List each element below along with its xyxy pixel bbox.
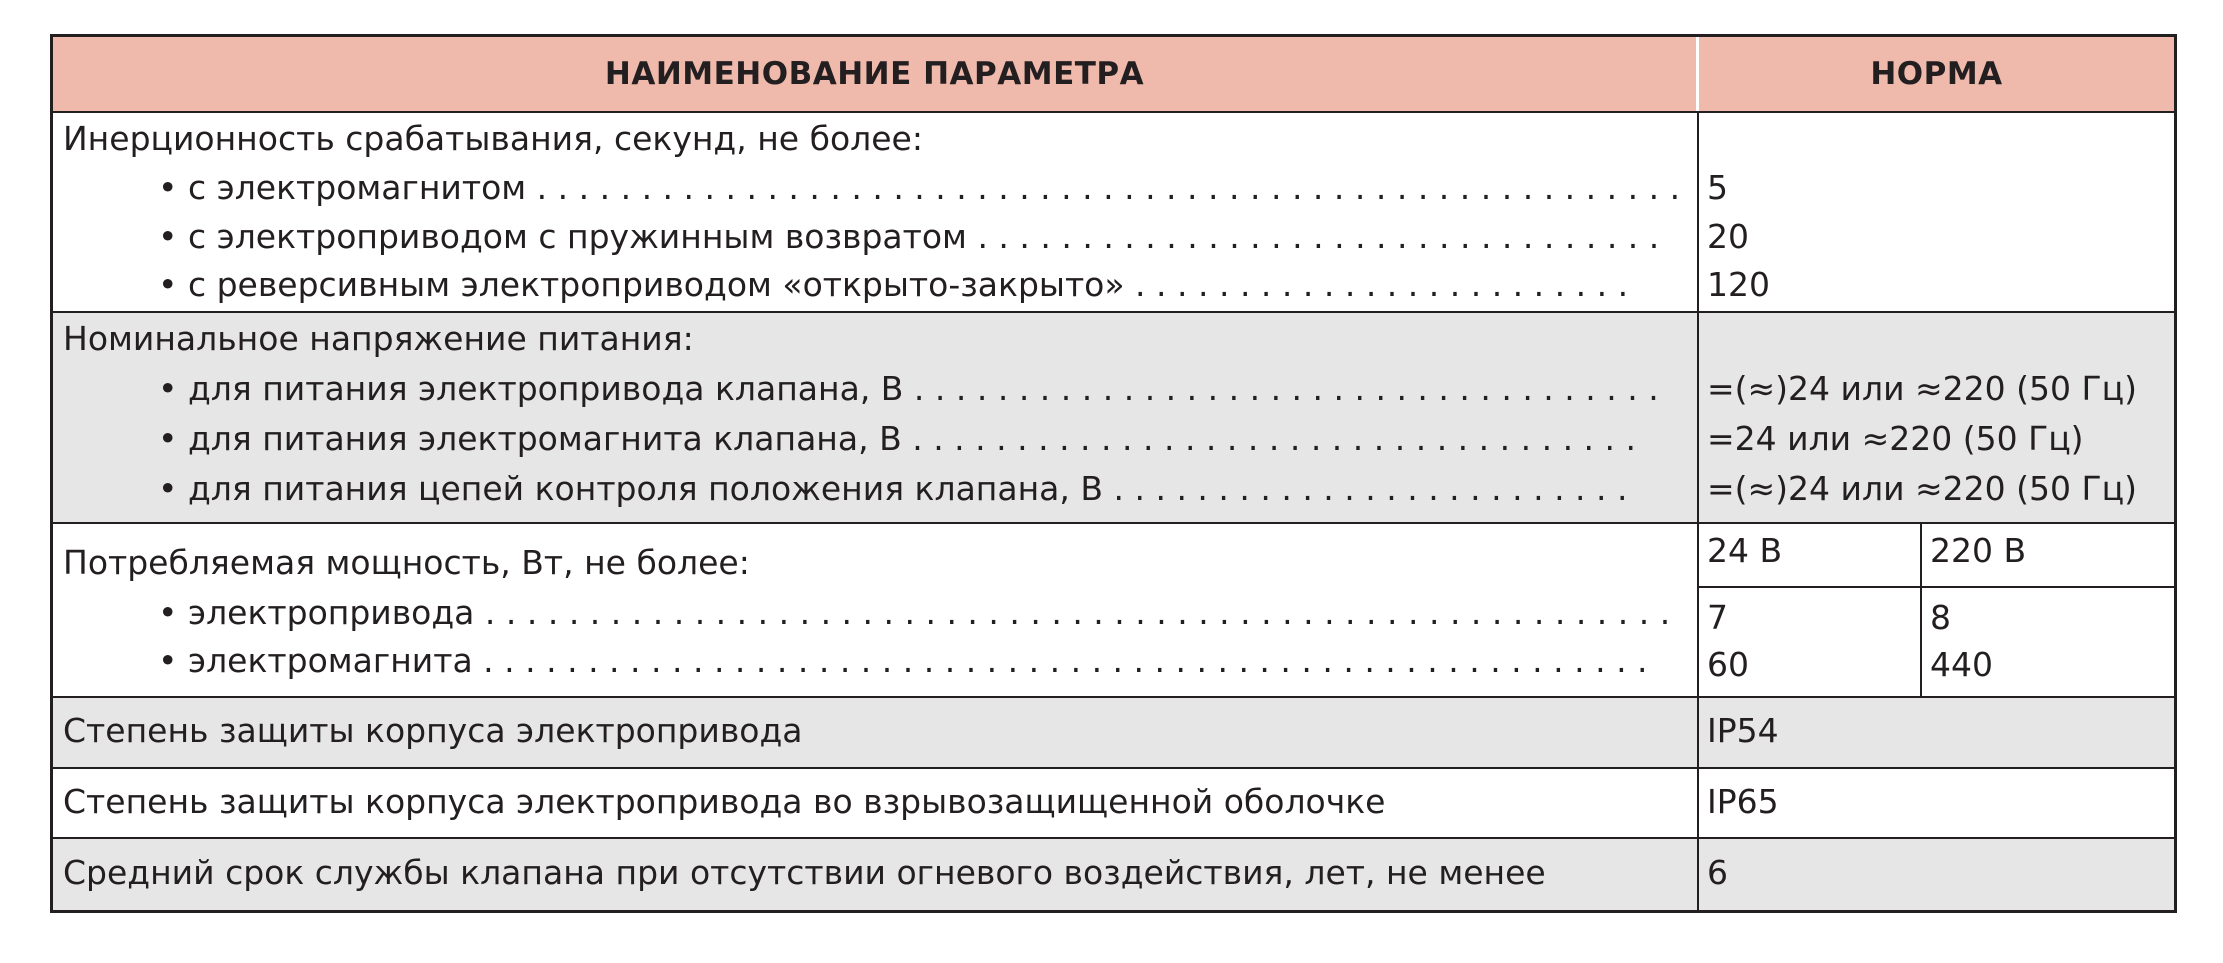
row-item-value: =(≈)24 или ≈220 (50 Гц) [1707, 369, 2137, 408]
row-item-label: • с электромагнитом . . . [158, 168, 1680, 208]
row-voltage [53, 313, 2174, 522]
row-value: IP65 [1707, 782, 1779, 821]
column-divider [1920, 524, 1922, 696]
power-value-24v: 60 [1707, 645, 1749, 684]
row-item-value: =(≈)24 или ≈220 (50 Гц) [1707, 469, 2137, 508]
row-title: Потребляемая мощность, Вт, не более: [63, 543, 750, 582]
row-item-label: • для питания цепей контроля положения клапана, В . . . [158, 469, 1640, 509]
row-protection-explosion [53, 769, 2174, 837]
row-value: IP54 [1707, 711, 1779, 750]
row-item-label: • электромагнита . . . [158, 641, 1660, 681]
row-item-label: • электропривода . . . [158, 593, 1680, 633]
row-item-value: 20 [1707, 217, 1749, 256]
row-item-value: =24 или ≈220 (50 Гц) [1707, 419, 2084, 458]
row-inertia [53, 113, 2174, 311]
power-col-220v: 220 В [1930, 531, 2027, 570]
power-value-220v: 440 [1930, 645, 1993, 684]
row-item-label: • с электроприводом с пружинным возвратом . . . [158, 217, 1660, 257]
row-item-value: 5 [1707, 168, 1728, 207]
row-title: Средний срок службы клапана при отсутствии огневого воздействия, лет, не менее [63, 853, 1546, 892]
row-power [53, 524, 2174, 696]
parameters-table [50, 34, 2177, 913]
header-norm: НОРМА [1870, 56, 2003, 92]
row-title: Инерционность срабатывания, секунд, не более: [63, 119, 923, 158]
row-title: Степень защиты корпуса электропривода [63, 711, 803, 750]
row-protection [53, 698, 2174, 767]
row-service-life [53, 839, 2174, 910]
power-value-24v: 7 [1707, 598, 1728, 637]
row-item-label: • с реверсивным электроприводом «открыто-закрыто» . . . [158, 265, 1640, 305]
power-value-220v: 8 [1930, 598, 1951, 637]
row-item-label: • для питания электромагнита клапана, В . . . [158, 419, 1650, 459]
table-header [53, 37, 2174, 111]
row-value: 6 [1707, 853, 1728, 892]
divider [1697, 586, 2174, 588]
row-item-label: • для питания электропривода клапана, В . . . [158, 369, 1660, 409]
column-divider [1697, 111, 1699, 910]
row-title: Номинальное напряжение питания: [63, 319, 694, 358]
row-item-value: 120 [1707, 265, 1770, 304]
power-col-24v: 24 В [1707, 531, 1783, 570]
row-title: Степень защиты корпуса электропривода во взрывозащищенной оболочке [63, 782, 1386, 821]
header-param: НАИМЕНОВАНИЕ ПАРАМЕТРА [604, 56, 1145, 92]
